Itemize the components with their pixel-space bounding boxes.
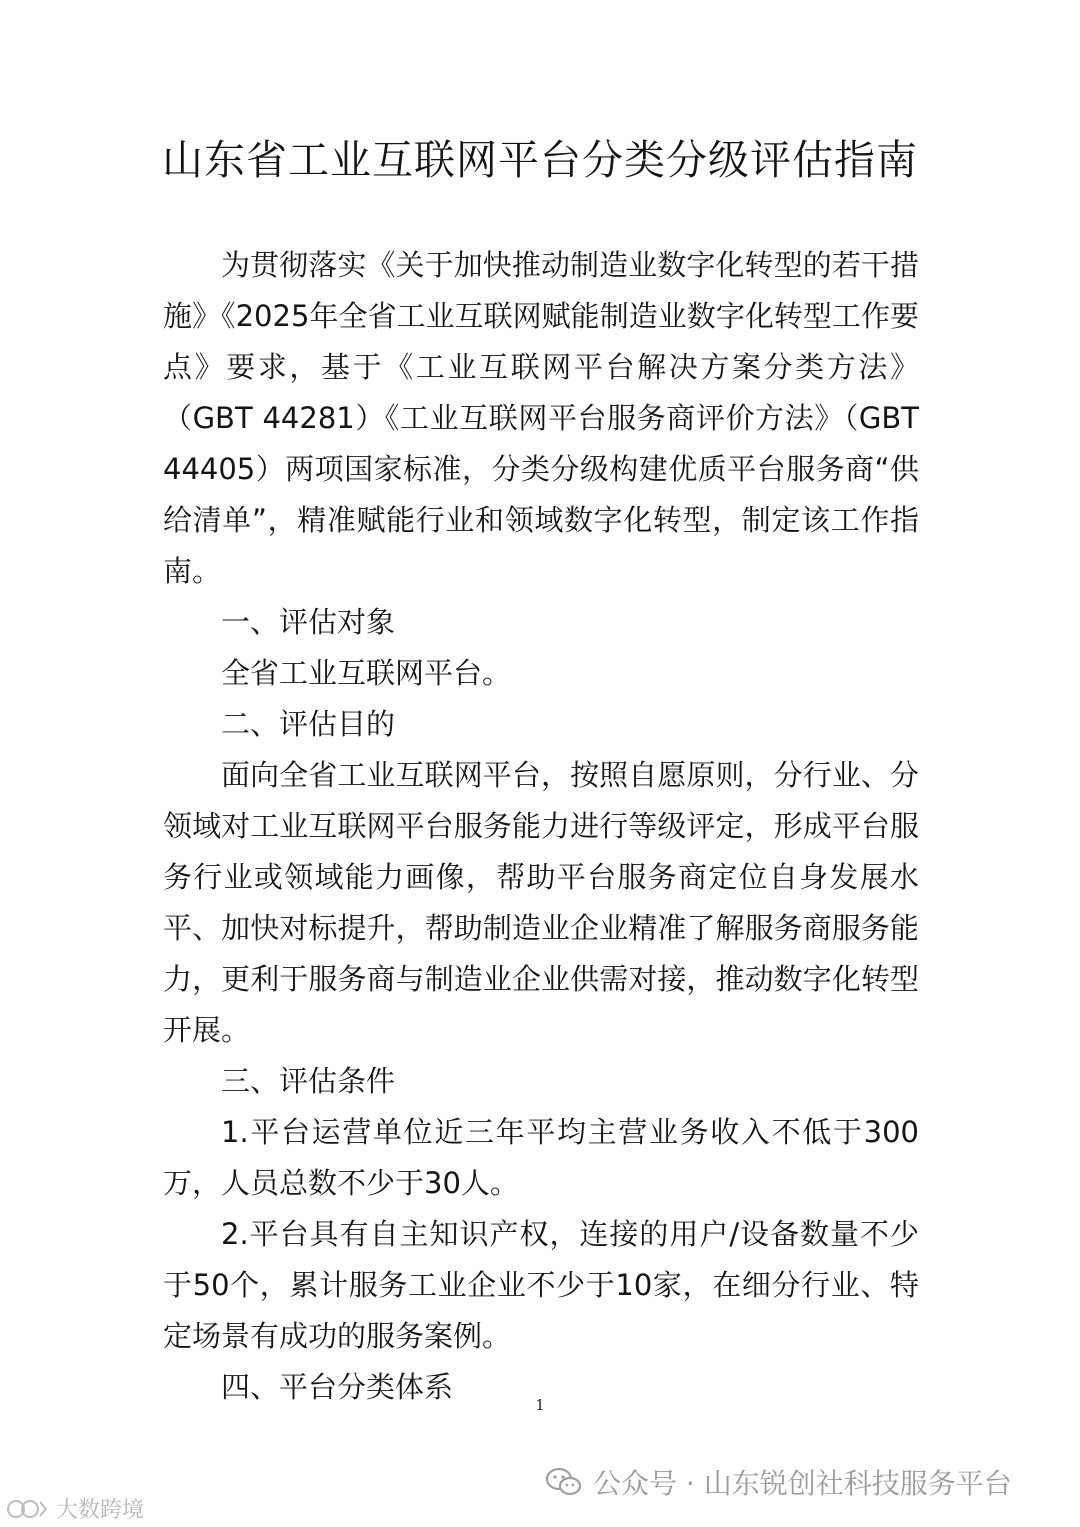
brand-watermark-text: 大数跨境	[56, 1498, 145, 1523]
wechat-watermark	[545, 1462, 1012, 1502]
wechat-icon	[545, 1466, 583, 1498]
document-body	[163, 240, 919, 1413]
section-heading-1: 一、评估对象	[221, 605, 396, 639]
section-heading-3: 三、评估条件	[221, 1064, 396, 1098]
section-1-paragraph: 全省工业互联网平台。	[221, 656, 512, 690]
section-heading-2: 二、评估目的	[221, 707, 396, 741]
brand-watermark	[6, 1493, 144, 1524]
section-3-paragraph-2: 2.平台具有自主知识产权，连接的用户/设备数量不少于50个，累计服务工业企业不少于10家，在细分行业、特定场景有成功的服务案例。	[163, 1217, 919, 1353]
logo-icon	[6, 1496, 52, 1522]
section-2-paragraph: 面向全省工业互联网平台，按照自愿原则，分行业、分领域对工业互联网平台服务能力进行等级评定，形成平台服务行业或领域能力画像，帮助平台服务商定位自身发展水平、加快对标提升，帮助制造业企业精准了解服务商服务能力，更利于服务商与制造业企业供需对接，推动数字化转型开展。	[163, 758, 919, 1047]
wechat-watermark-text: 公众号 · 山东锐创社科技服务平台	[593, 1467, 1012, 1500]
section-heading-4: 四、平台分类体系	[221, 1370, 454, 1404]
section-3-paragraph-1: 1.平台运营单位近三年平均主营业务收入不低于300万，人员总数不少于30人。	[163, 1115, 919, 1200]
page-number: 1	[535, 1396, 545, 1414]
document-title: 山东省工业互联网平台分类分级评估指南	[162, 136, 918, 184]
intro-paragraph: 为贯彻落实《关于加快推动制造业数字化转型的若干措施》《2025年全省工业互联网赋能制造业数字化转型工作要点》要求，基于《工业互联网平台解决方案分类方法》（GBT 44281）《工业互联网平台服务商评价方法》（GBT 44405）两项国家标准，分类分级构建优质平台服务商“供给清单”，精准赋能行业和领域数字化转型，制定该工作指南。	[163, 248, 919, 588]
